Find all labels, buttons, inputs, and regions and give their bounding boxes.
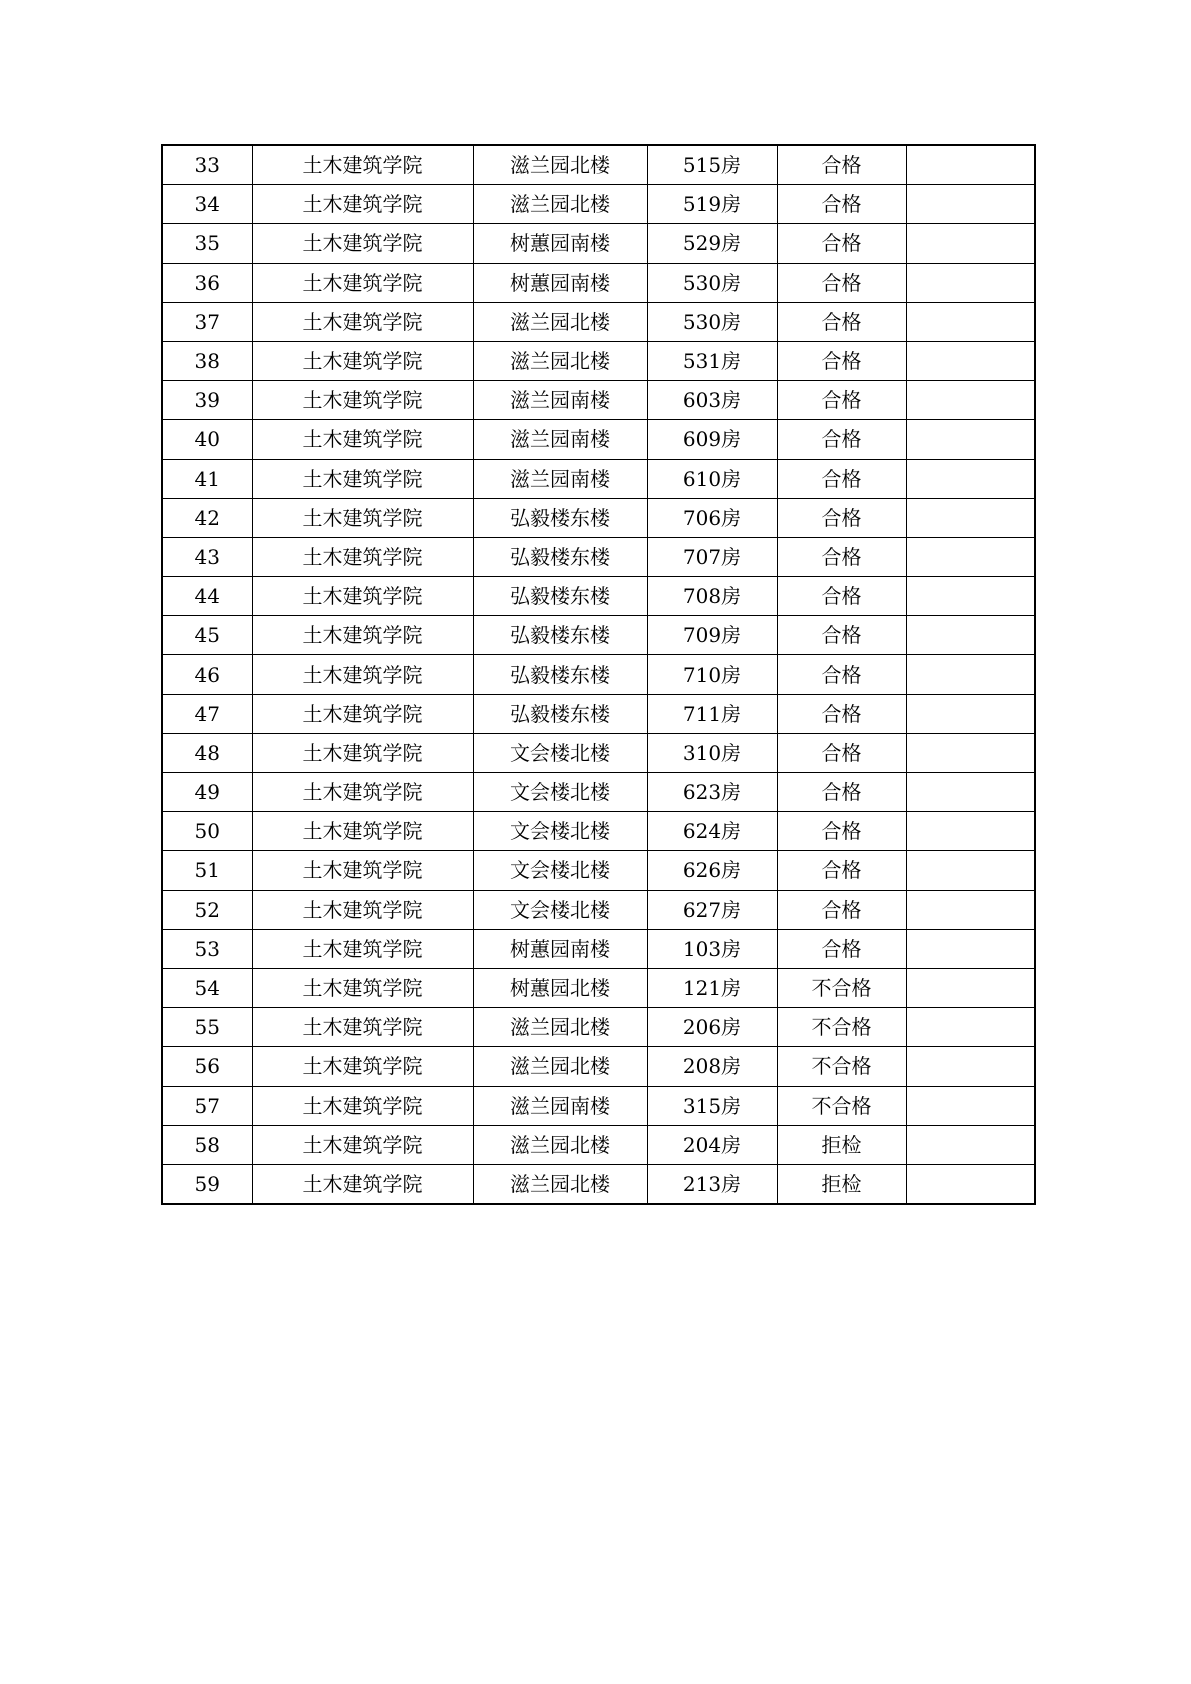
cell-result: 合格 [777, 773, 906, 812]
cell-result: 合格 [777, 655, 906, 694]
cell-room: 627房 [647, 890, 777, 929]
cell-result: 合格 [777, 616, 906, 655]
cell-remark [906, 263, 1035, 302]
cell-remark [906, 890, 1035, 929]
cell-college: 土木建筑学院 [252, 1047, 473, 1086]
cell-result: 合格 [777, 577, 906, 616]
cell-room: 213房 [647, 1164, 777, 1204]
cell-room: 208房 [647, 1047, 777, 1086]
table-row [162, 302, 1035, 341]
cell-result: 拒检 [777, 1164, 906, 1204]
cell-number: 39 [162, 381, 252, 420]
table-row [162, 185, 1035, 224]
cell-building: 滋兰园北楼 [473, 302, 647, 341]
cell-room: 603房 [647, 381, 777, 420]
cell-number: 35 [162, 224, 252, 263]
cell-college: 土木建筑学院 [252, 929, 473, 968]
cell-building: 滋兰园北楼 [473, 1008, 647, 1047]
table-row [162, 224, 1035, 263]
cell-remark [906, 577, 1035, 616]
cell-room: 515房 [647, 145, 777, 185]
cell-building: 滋兰园北楼 [473, 185, 647, 224]
cell-number: 41 [162, 459, 252, 498]
cell-result: 合格 [777, 929, 906, 968]
table-row [162, 420, 1035, 459]
cell-building: 文会楼北楼 [473, 812, 647, 851]
cell-college: 土木建筑学院 [252, 302, 473, 341]
cell-college: 土木建筑学院 [252, 1164, 473, 1204]
cell-remark [906, 302, 1035, 341]
cell-building: 滋兰园北楼 [473, 1047, 647, 1086]
table-row [162, 733, 1035, 772]
cell-building: 滋兰园南楼 [473, 459, 647, 498]
cell-building: 滋兰园北楼 [473, 1164, 647, 1204]
cell-result: 合格 [777, 302, 906, 341]
cell-remark [906, 851, 1035, 890]
cell-room: 103房 [647, 929, 777, 968]
cell-room: 624房 [647, 812, 777, 851]
cell-college: 土木建筑学院 [252, 655, 473, 694]
cell-room: 531房 [647, 341, 777, 380]
cell-remark [906, 459, 1035, 498]
cell-result: 不合格 [777, 968, 906, 1007]
cell-number: 49 [162, 773, 252, 812]
cell-building: 树蕙园南楼 [473, 929, 647, 968]
cell-result: 拒检 [777, 1125, 906, 1164]
cell-room: 530房 [647, 302, 777, 341]
cell-room: 708房 [647, 577, 777, 616]
cell-building: 树蕙园南楼 [473, 263, 647, 302]
cell-college: 土木建筑学院 [252, 1125, 473, 1164]
cell-remark [906, 694, 1035, 733]
table-row [162, 459, 1035, 498]
cell-remark [906, 420, 1035, 459]
cell-college: 土木建筑学院 [252, 145, 473, 185]
cell-remark [906, 185, 1035, 224]
cell-college: 土木建筑学院 [252, 851, 473, 890]
cell-number: 53 [162, 929, 252, 968]
cell-result: 合格 [777, 145, 906, 185]
cell-college: 土木建筑学院 [252, 773, 473, 812]
cell-college: 土木建筑学院 [252, 537, 473, 576]
cell-building: 滋兰园北楼 [473, 145, 647, 185]
cell-number: 45 [162, 616, 252, 655]
cell-building: 滋兰园南楼 [473, 420, 647, 459]
cell-remark [906, 929, 1035, 968]
cell-number: 57 [162, 1086, 252, 1125]
cell-room: 609房 [647, 420, 777, 459]
cell-result: 不合格 [777, 1047, 906, 1086]
cell-room: 204房 [647, 1125, 777, 1164]
cell-building: 弘毅楼东楼 [473, 577, 647, 616]
table-row [162, 929, 1035, 968]
cell-number: 56 [162, 1047, 252, 1086]
cell-room: 709房 [647, 616, 777, 655]
table-row [162, 498, 1035, 537]
cell-remark [906, 733, 1035, 772]
cell-remark [906, 655, 1035, 694]
cell-result: 合格 [777, 420, 906, 459]
cell-college: 土木建筑学院 [252, 459, 473, 498]
cell-number: 38 [162, 341, 252, 380]
table-row [162, 381, 1035, 420]
cell-number: 33 [162, 145, 252, 185]
table-row [162, 1125, 1035, 1164]
cell-college: 土木建筑学院 [252, 733, 473, 772]
cell-building: 文会楼北楼 [473, 733, 647, 772]
table-body [162, 145, 1035, 1204]
cell-college: 土木建筑学院 [252, 498, 473, 537]
cell-remark [906, 498, 1035, 537]
cell-result: 合格 [777, 498, 906, 537]
table-row [162, 890, 1035, 929]
cell-result: 合格 [777, 812, 906, 851]
cell-result: 合格 [777, 341, 906, 380]
cell-number: 59 [162, 1164, 252, 1204]
cell-number: 34 [162, 185, 252, 224]
cell-room: 310房 [647, 733, 777, 772]
cell-remark [906, 812, 1035, 851]
cell-result: 合格 [777, 263, 906, 302]
cell-remark [906, 1125, 1035, 1164]
cell-room: 206房 [647, 1008, 777, 1047]
cell-result: 合格 [777, 733, 906, 772]
cell-room: 711房 [647, 694, 777, 733]
cell-college: 土木建筑学院 [252, 616, 473, 655]
cell-result: 合格 [777, 694, 906, 733]
table-row [162, 341, 1035, 380]
cell-college: 土木建筑学院 [252, 968, 473, 1007]
cell-college: 土木建筑学院 [252, 1008, 473, 1047]
cell-result: 合格 [777, 459, 906, 498]
cell-building: 弘毅楼东楼 [473, 537, 647, 576]
cell-number: 47 [162, 694, 252, 733]
cell-number: 51 [162, 851, 252, 890]
cell-room: 121房 [647, 968, 777, 1007]
cell-room: 623房 [647, 773, 777, 812]
cell-result: 合格 [777, 851, 906, 890]
cell-number: 44 [162, 577, 252, 616]
inspection-table [161, 144, 1036, 1205]
table-row [162, 1086, 1035, 1125]
table-row [162, 968, 1035, 1007]
table-row [162, 263, 1035, 302]
cell-room: 519房 [647, 185, 777, 224]
cell-building: 文会楼北楼 [473, 773, 647, 812]
cell-college: 土木建筑学院 [252, 1086, 473, 1125]
cell-result: 合格 [777, 381, 906, 420]
cell-remark [906, 381, 1035, 420]
table-row [162, 1008, 1035, 1047]
cell-building: 滋兰园北楼 [473, 1125, 647, 1164]
cell-remark [906, 616, 1035, 655]
cell-remark [906, 537, 1035, 576]
cell-building: 文会楼北楼 [473, 890, 647, 929]
cell-remark [906, 773, 1035, 812]
table-row [162, 145, 1035, 185]
cell-room: 530房 [647, 263, 777, 302]
cell-building: 文会楼北楼 [473, 851, 647, 890]
cell-result: 不合格 [777, 1008, 906, 1047]
cell-college: 土木建筑学院 [252, 890, 473, 929]
cell-result: 不合格 [777, 1086, 906, 1125]
cell-result: 合格 [777, 537, 906, 576]
cell-room: 626房 [647, 851, 777, 890]
table-row [162, 537, 1035, 576]
cell-number: 52 [162, 890, 252, 929]
cell-college: 土木建筑学院 [252, 577, 473, 616]
cell-room: 529房 [647, 224, 777, 263]
table-row [162, 1047, 1035, 1086]
cell-number: 42 [162, 498, 252, 537]
cell-building: 树蕙园北楼 [473, 968, 647, 1007]
table-row [162, 616, 1035, 655]
cell-college: 土木建筑学院 [252, 224, 473, 263]
cell-building: 弘毅楼东楼 [473, 498, 647, 537]
cell-college: 土木建筑学院 [252, 381, 473, 420]
cell-college: 土木建筑学院 [252, 420, 473, 459]
table-row [162, 694, 1035, 733]
cell-building: 滋兰园南楼 [473, 1086, 647, 1125]
cell-number: 36 [162, 263, 252, 302]
cell-college: 土木建筑学院 [252, 263, 473, 302]
cell-remark [906, 224, 1035, 263]
cell-remark [906, 145, 1035, 185]
cell-room: 707房 [647, 537, 777, 576]
cell-room: 610房 [647, 459, 777, 498]
table-row [162, 655, 1035, 694]
cell-result: 合格 [777, 224, 906, 263]
cell-building: 弘毅楼东楼 [473, 616, 647, 655]
cell-building: 滋兰园北楼 [473, 341, 647, 380]
cell-college: 土木建筑学院 [252, 812, 473, 851]
table-row [162, 812, 1035, 851]
cell-number: 55 [162, 1008, 252, 1047]
cell-college: 土木建筑学院 [252, 185, 473, 224]
cell-remark [906, 1086, 1035, 1125]
cell-remark [906, 1047, 1035, 1086]
cell-number: 46 [162, 655, 252, 694]
table-row [162, 851, 1035, 890]
cell-number: 54 [162, 968, 252, 1007]
cell-building: 弘毅楼东楼 [473, 655, 647, 694]
table-row [162, 577, 1035, 616]
cell-college: 土木建筑学院 [252, 341, 473, 380]
cell-remark [906, 1008, 1035, 1047]
cell-number: 40 [162, 420, 252, 459]
table-row [162, 1164, 1035, 1204]
cell-result: 合格 [777, 890, 906, 929]
cell-building: 弘毅楼东楼 [473, 694, 647, 733]
cell-number: 37 [162, 302, 252, 341]
cell-remark [906, 341, 1035, 380]
cell-number: 43 [162, 537, 252, 576]
cell-room: 710房 [647, 655, 777, 694]
cell-room: 706房 [647, 498, 777, 537]
cell-room: 315房 [647, 1086, 777, 1125]
cell-college: 土木建筑学院 [252, 694, 473, 733]
cell-building: 滋兰园南楼 [473, 381, 647, 420]
cell-result: 合格 [777, 185, 906, 224]
cell-building: 树蕙园南楼 [473, 224, 647, 263]
cell-number: 50 [162, 812, 252, 851]
cell-remark [906, 1164, 1035, 1204]
cell-number: 58 [162, 1125, 252, 1164]
table-row [162, 773, 1035, 812]
cell-remark [906, 968, 1035, 1007]
cell-number: 48 [162, 733, 252, 772]
